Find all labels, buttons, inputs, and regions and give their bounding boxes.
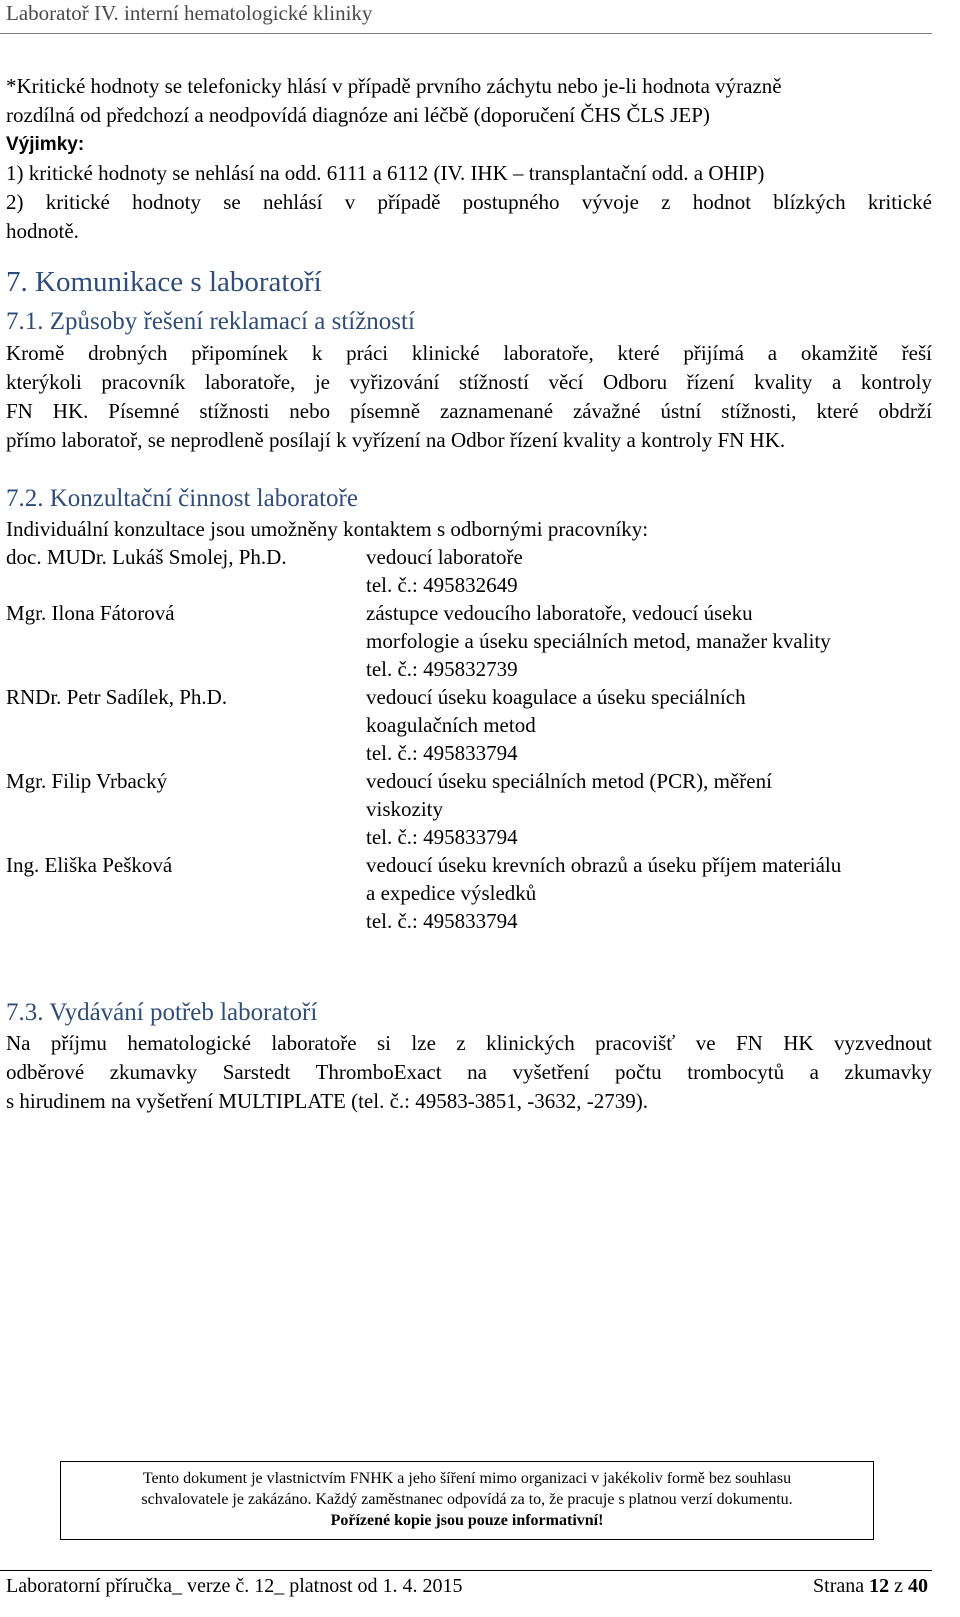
body-line: s hirudinem na vyšetření MULTIPLATE (tel. č.: 49583-3851, -3632, -2739). bbox=[6, 1089, 648, 1113]
section-7-2-heading: 7.2. Konzultační činnost laboratoře bbox=[6, 485, 358, 512]
contact-role-continued: morfologie a úseku speciálních metod, manažer kvality bbox=[366, 629, 831, 653]
page-total: 40 bbox=[908, 1575, 928, 1597]
consult-intro: Individuální konzultace jsou umožněny kontaktem s odbornými pracovníky: bbox=[6, 517, 649, 541]
contact-phone: tel. č.: 495833794 bbox=[366, 909, 518, 933]
contact-role: vedoucí úseku koagulace a úseku speciálních bbox=[366, 685, 746, 709]
page-number bbox=[813, 1574, 928, 1598]
page-current: 12 bbox=[869, 1575, 890, 1597]
contact-role-continued: viskozity bbox=[366, 797, 443, 821]
notice-line: Tento dokument je vlastnictvím FNHK a jeho šíření mimo organizaci v jakékoliv formě bez souhlasu bbox=[142, 1470, 792, 1487]
notice-warning: Pořízené kopie jsou pouze informativní! bbox=[330, 1512, 604, 1529]
contact-phone: tel. č.: 495833794 bbox=[366, 741, 518, 765]
notice-line: schvalovatele je zakázáno. Každý zaměstnanec odpovídá za to, že pracuje s platnou verzí dokumentu. bbox=[141, 1491, 793, 1508]
contact-details bbox=[366, 543, 932, 599]
contact-role-continued: koagulačních metod bbox=[366, 713, 536, 737]
page-prefix: Strana bbox=[813, 1575, 870, 1597]
critical-note-line: *Kritické hodnoty se telefonicky hlásí v případě prvního záchytu nebo je-li hodnota výrazně bbox=[6, 74, 782, 98]
body-line: Kromě drobných připomínek k práci klinické laboratoře, které přijímá a okamžitě řeší bbox=[6, 341, 932, 365]
contact-name: Ing. Eliška Pešková bbox=[6, 853, 173, 877]
page-header-title: Laboratoř IV. interní hematologické kliniky bbox=[6, 1, 373, 25]
critical-note-line: rozdílná od předchozí a neodpovídá diagnóze ani léčbě (doporučení ČHS ČLS JEP) bbox=[6, 103, 710, 127]
body-line: odběrové zkumavky Sarstedt ThromboExact na vyšetření počtu trombocytů a zkumavky bbox=[6, 1060, 932, 1084]
exception-item: 2) kritické hodnoty se nehlásí v případě postupného vývoje z hodnot blízkých kritické bbox=[6, 190, 932, 214]
header-divider bbox=[0, 33, 932, 34]
contact-phone: tel. č.: 495832739 bbox=[366, 657, 518, 681]
section-7-1-body bbox=[6, 339, 932, 455]
exception-item: 1) kritické hodnoty se nehlásí na odd. 6111 a 6112 (IV. IHK – transplantační odd. a OHIP) bbox=[6, 161, 765, 185]
exceptions-heading: Výjimky: bbox=[6, 134, 85, 155]
body-line: přímo laboratoř, se neprodleně posílají k vyřízení na Odbor řízení kvality a kontroly FN HK. bbox=[6, 428, 786, 452]
contact-role: zástupce vedoucího laboratoře, vedoucí úseku bbox=[366, 601, 753, 625]
body-line: FN HK. Písemné stížnosti nebo písemně zaznamenané závažné ústní stížnosti, které obdrží bbox=[6, 399, 932, 423]
contact-details bbox=[366, 683, 932, 767]
body-line: kterýkoli pracovník laboratoře, je vyřizování stížností věcí Odboru řízení kvality a kontroly bbox=[6, 370, 932, 394]
contact-name: RNDr. Petr Sadílek, Ph.D. bbox=[6, 685, 228, 709]
section-7-heading: 7. Komunikace s laboratoří bbox=[6, 266, 322, 298]
contact-phone: tel. č.: 495833794 bbox=[366, 825, 518, 849]
contact-role: vedoucí laboratoře bbox=[366, 545, 523, 569]
contact-details bbox=[366, 599, 932, 683]
contact-details bbox=[366, 851, 932, 935]
page-separator: z bbox=[889, 1575, 908, 1597]
contact-role: vedoucí úseku speciálních metod (PCR), měření bbox=[366, 769, 772, 793]
contact-role-continued: a expedice výsledků bbox=[366, 881, 537, 905]
contact-phone: tel. č.: 495832649 bbox=[366, 573, 518, 597]
contact-name: Mgr. Filip Vrbacký bbox=[6, 769, 168, 793]
section-7-1-heading: 7.1. Způsoby řešení reklamací a stížností bbox=[6, 308, 415, 335]
contact-details bbox=[366, 767, 932, 851]
body-line: Na příjmu hematologické laboratoře si lze z klinických pracovišť ve FN HK vyzvednout bbox=[6, 1031, 932, 1055]
contact-name: doc. MUDr. Lukáš Smolej, Ph.D. bbox=[6, 545, 287, 569]
section-7-3-heading: 7.3. Vydávání potřeb laboratoří bbox=[6, 999, 318, 1026]
exception-item-continued: hodnotě. bbox=[6, 219, 79, 243]
contact-name: Mgr. Ilona Fátorová bbox=[6, 601, 175, 625]
critical-note bbox=[6, 72, 932, 246]
footer-divider bbox=[0, 1570, 932, 1571]
footer-document-version: Laboratorní příručka_ verze č. 12_ platnost od 1. 4. 2015 bbox=[6, 1575, 463, 1597]
contact-role: vedoucí úseku krevních obrazů a úseku příjem materiálu bbox=[366, 853, 842, 877]
document-ownership-notice bbox=[60, 1461, 874, 1540]
section-7-3-body bbox=[6, 1029, 932, 1116]
